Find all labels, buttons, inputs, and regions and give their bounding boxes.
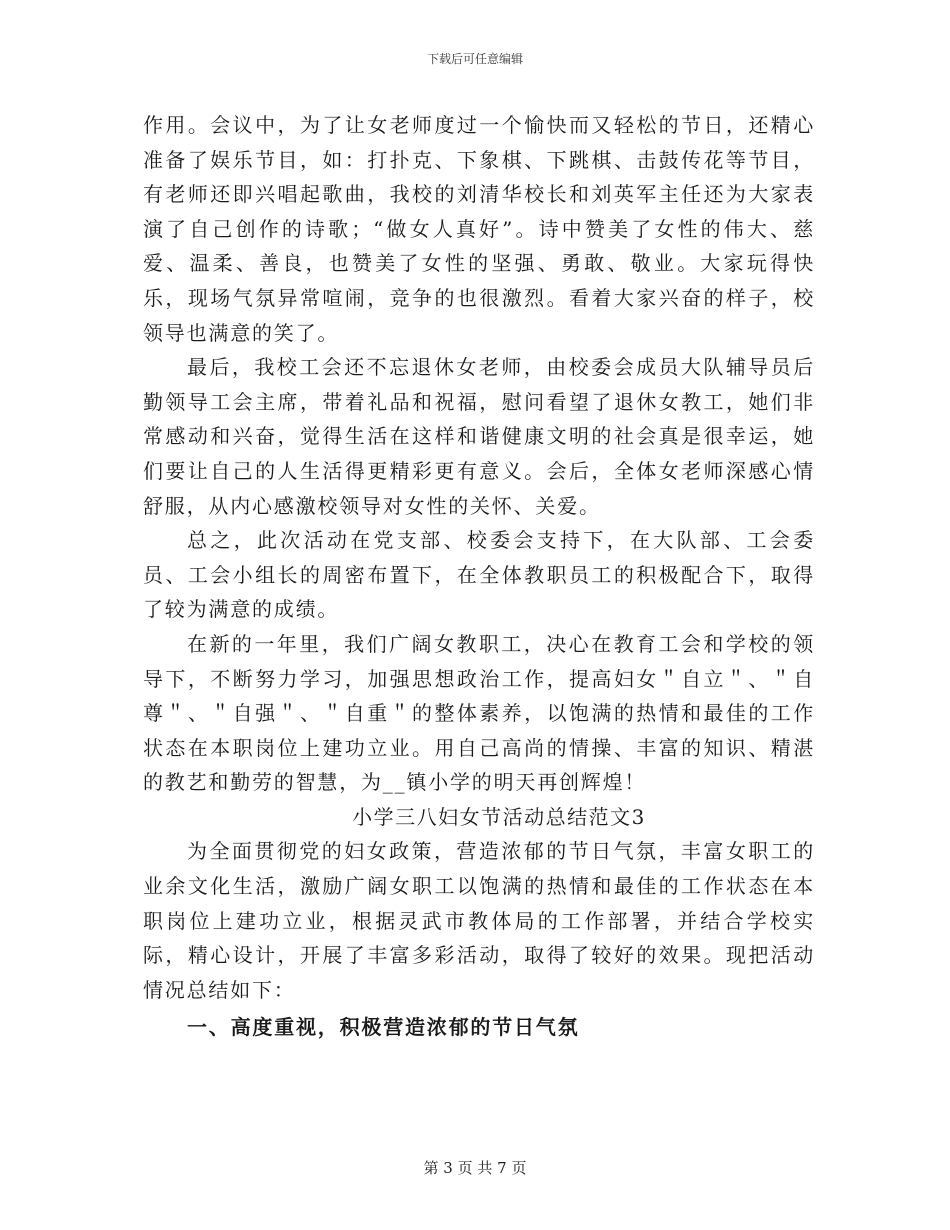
paragraph-4: 在新的一年里，我们广阔女教职工，决心在教育工会和学校的领导下，不断努力学习，加强思想政治工作，提高妇女＂自立＂、＂自尊＂、＂自强＂、＂自重＂的整体素养，以饱满的热情和最佳的工作状态在本职岗位上建功立业。用自己高尚的情操、丰富的知识、精湛的教艺和勤劳的智慧，为__镇小学的明天再创辉煌！ [143, 631, 815, 795]
paragraph-3: 总之，此次活动在党支部、校委会支持下，在大队部、工会委员、工会小组长的周密布置下，在全体教职员工的积极配合下，取得了较为满意的成绩。 [143, 528, 815, 622]
paragraph-1: 作用。会议中，为了让女老师度过一个愉快而又轻松的节日，还精心准备了娱乐节目，如：打扑克、下象棋、下跳棋、击鼓传花等节目，有老师还即兴唱起歌曲，我校的刘清华校长和刘英军主任还为大家表演了自己创作的诗歌；“做女人真好”。诗中赞美了女性的伟大、慈爱、温柔、善良，也赞美了女性的坚强、勇敢、敬业。大家玩得快乐，现场气氛异常喧闹，竞争的也很激烈。看着大家兴奋的样子，校领导也满意的笑了。 [143, 113, 815, 345]
section-title: 小学三八妇女节活动总结范文3 [352, 804, 646, 829]
document-body [143, 108, 815, 1045]
page-footer: 第 3 页 共 7 页 [423, 1159, 527, 1177]
section-subheading: 一、高度重视，积极营造浓郁的节日气氛 [187, 1015, 580, 1040]
paragraph-2: 最后，我校工会还不忘退休女老师，由校委会成员大队辅导员后勤领导工会主席，带着礼品和祝福，慰问看望了退休女教工，她们非常感动和兴奋，觉得生活在这样和谐健康文明的社会真是很幸运，她们要让自己的人生活得更精彩更有意义。会后，全体女老师深感心情舒服，从内心感激校领导对女性的关怀、关爱。 [143, 355, 815, 518]
section-paragraph-1: 为全面贯彻党的妇女政策，营造浓郁的节日气氛，丰富女职工的业余文化生活，激励广阔女职工以饱满的热情和最佳的工作状态在本职岗位上建功立业，根据灵武市教体局的工作部署，并结合学校实际，精心设计，开展了丰富多彩活动，取得了较好的效果。现把活动情况总结如下： [143, 839, 815, 1002]
page-header: 下载后可任意编辑 [426, 52, 523, 66]
